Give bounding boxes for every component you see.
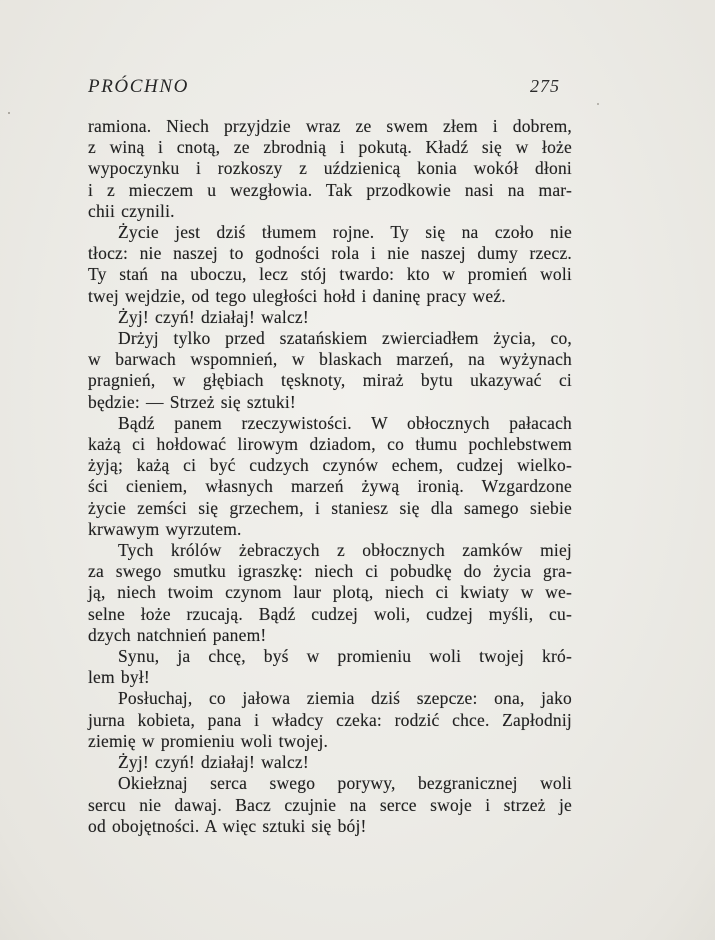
text-line: Drżyj tylko przed szatańskiem zwierciadłem życia, co, xyxy=(118,328,572,349)
text-line: od obojętności. A więc sztuki się bój! xyxy=(88,815,367,836)
text-line: sercu nie dawaj. Bacz czujnie na serce swoje i strzeż je xyxy=(88,794,572,815)
text-line: ści cieniem, własnych marzeń żywą ironią. Wzgardzone xyxy=(88,476,572,497)
text-line: i z mieczem u wezgłowia. Tak przodkowie nasi na mar- xyxy=(88,179,572,200)
text-line: ziemię w promieniu woli twojej. xyxy=(88,730,329,751)
text-line: Posłuchaj, co jałowa ziemia dziś szepcze: ona, jako xyxy=(118,688,572,709)
page-number: 275 xyxy=(530,76,560,96)
text-line: selne łoże rzucają. Bądź cudzej woli, cudzej myśli, cu- xyxy=(88,603,572,624)
text-line: Ty stań na uboczu, lecz stój twardo: kto w promień woli xyxy=(88,264,572,285)
text-line: wypoczynku i rozkoszy z uździenicą konia wokół dłoni xyxy=(88,158,572,179)
text-line: jurna kobieta, pana i władcy czeka: rodzić chce. Zapłodnij xyxy=(88,709,572,730)
text-line: dzych natchnień panem! xyxy=(88,624,267,645)
text-line: lem był! xyxy=(88,667,150,688)
scan-speckle xyxy=(8,112,10,114)
text-line: Tych królów żebraczych z obłocznych zamków miej xyxy=(118,540,572,561)
text-line: krwawym wyrzutem. xyxy=(88,518,242,539)
text-line: ją, niech twoim czynom laur plotą, niech ci kwiaty w we- xyxy=(88,582,572,603)
text-line: pragnień, w głębiach tęsknoty, miraż bytu ukazywać ci xyxy=(88,370,572,391)
text-line: Bądź panem rzeczywistości. W obłocznych pałacach xyxy=(118,412,572,433)
text-line: ramiona. Niech przyjdzie wraz ze swem złem i dobrem, xyxy=(88,116,572,136)
text-line: będzie: — Strzeż się sztuki! xyxy=(88,391,296,412)
text-line: chii czynili. xyxy=(88,200,175,221)
text-line: Żyj! czyń! działaj! walcz! xyxy=(118,306,309,327)
book-title: PRÓCHNO xyxy=(88,76,189,97)
text-line: żyją; każą ci być cudzych czynów echem, cudzej wielko- xyxy=(88,455,572,476)
text-line: Synu, ja chcę, byś w promieniu woli twojej kró- xyxy=(118,646,572,667)
text-block xyxy=(88,116,572,837)
text-line: twej wejdzie, od tego uległości hołd i daninę pracy weź. xyxy=(88,285,506,306)
text-line: Życie jest dziś tłumem rojne. Ty się na czoło nie xyxy=(118,222,572,243)
text-line: z winą i cnotą, ze zbrodnią i pokutą. Kładź się w łoże xyxy=(88,137,572,158)
text-line: każą ci hołdować lirowym dziadom, co tłumu pochlebstwem xyxy=(88,434,572,455)
scan-speckle xyxy=(597,103,599,105)
text-line: tłocz: nie naszej to godności rola i nie naszej dumy rzecz. xyxy=(88,243,572,264)
text-line: Żyj! czyń! działaj! walcz! xyxy=(118,752,309,773)
text-line: życie zemści się grzechem, i staniesz się dla samego siebie xyxy=(88,497,572,518)
text-line: w barwach wspomnień, w blaskach marzeń, na wyżynach xyxy=(88,349,572,370)
text-line: za swego smutku igraszkę: niech ci pobudkę do życia gra- xyxy=(88,561,572,582)
running-head xyxy=(88,76,572,98)
text-line: Okiełznaj serca swego porywy, bezgranicznej woli xyxy=(118,773,572,794)
